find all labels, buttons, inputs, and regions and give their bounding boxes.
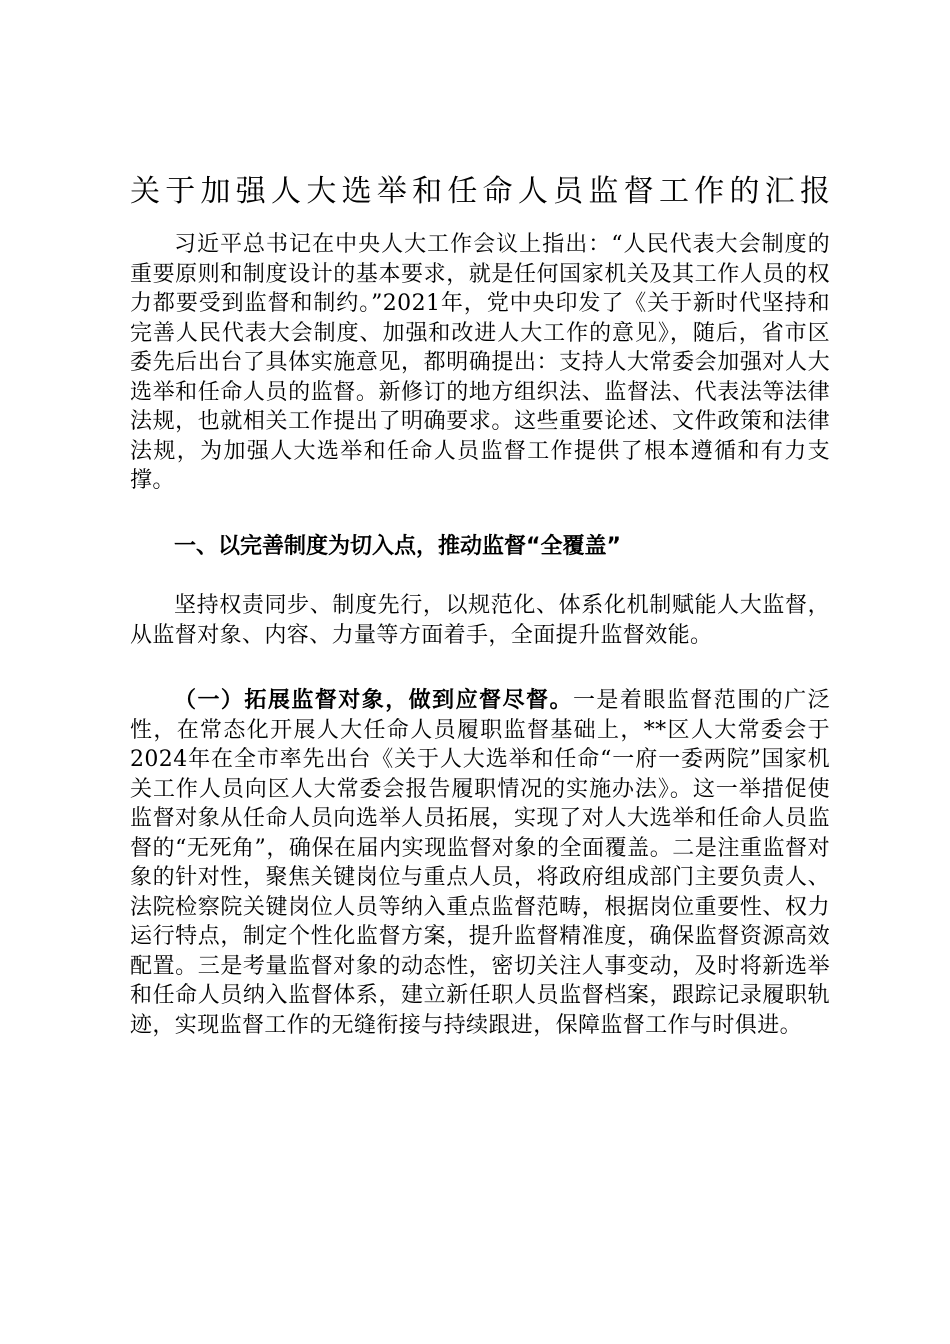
subsection-1-lead: （一）拓展监督对象，做到应督尽督。 <box>174 688 573 713</box>
spacer <box>130 650 830 686</box>
subsection-1-paragraph <box>130 686 830 1040</box>
spacer <box>130 496 830 532</box>
spacer <box>130 561 830 591</box>
document-body <box>130 168 830 1040</box>
section-heading-1: 一、以完善制度为切入点，推动监督“全覆盖” <box>174 533 621 559</box>
document-title: 关于加强人大选举和任命人员监督工作的汇报 <box>130 174 830 209</box>
section-1-paragraph: 坚持权责同步、制度先行，以规范化、体系化机制赋能人大监督，从监督对象、内容、力量等方面着手，全面提升监督效能。 <box>130 593 830 648</box>
subsection-1-text: 一是着眼监督范围的广泛性，在常态化开展人大任命人员履职监督基础上，**区人大常委会于2024年在全市率先出台《关于人大选举和任命“一府一委两院”国家机关工作人员向区人大常委会报告履职情况的实施办法》。这一举措促使监督对象从任命人员向选举人员拓展，实现了对人大选举和任命人员监督的“无死角”，确保在届内实现监督对象的全面覆盖。二是注重监督对象的针对性，聚焦关键岗位与重点人员，将政府组成部门主要负责人、法院检察院关键岗位人员等纳入重点监督范畴，根据岗位重要性、权力运行特点，制定个性化监督方案，提升监督精准度，确保监督资源高效配置。三是考量监督对象的动态性，密切关注人事变动，及时将新选举和任命人员纳入监督体系，建立新任职人员监督档案，跟踪记录履职轨迹，实现监督工作的无缝衔接与持续跟进，保障监督工作与时俱进。 <box>130 688 830 1038</box>
intro-paragraph: 习近平总书记在中央人大工作会议上指出：“人民代表大会制度的重要原则和制度设计的基本要求，就是任何国家机关及其工作人员的权力都要受到监督和制约。”2021年，党中央印发了《关于新时代坚持和完善人民代表大会制度、加强和改进人大工作的意见》，随后，省市区委先后出台了具体实施意见，都明确提出：支持人大常委会加强对人大选举和任命人员的监督。新修订的地方组织法、监督法、代表法等法律法规，也就相关工作提出了明确要求。这些重要论述、文件政策和法律法规，为加强人大选举和任命人员监督工作提供了根本遵循和有力支撑。 <box>130 232 830 493</box>
